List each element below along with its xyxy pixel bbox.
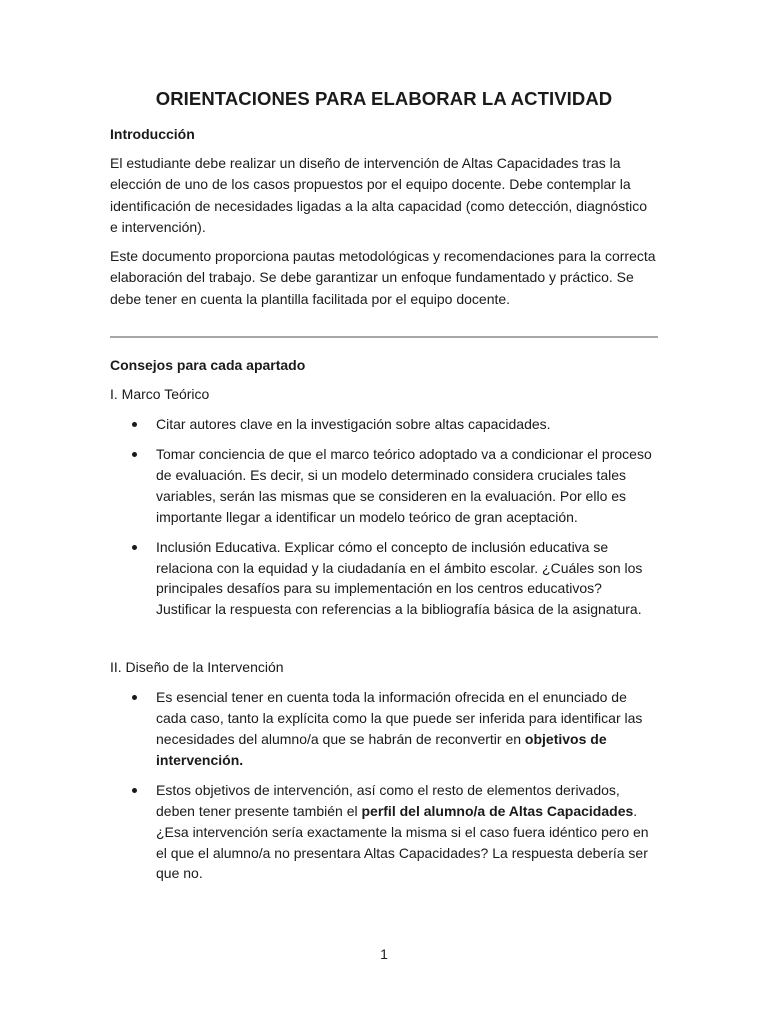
advice-heading: Consejos para cada apartado: [110, 357, 306, 374]
list-item-text: . ¿Esa intervención sería exactamente la misma si el caso fuera idéntico pero en el que el alumno/a no presentara Altas Capacidades? La respuesta debería ser que no.: [156, 802, 649, 882]
list-item: [110, 537, 658, 621]
list-item: [110, 687, 658, 771]
page-number: 1: [380, 946, 388, 962]
list-item-text: Estos objetivos de intervención, así como el resto de elementos derivados, deben tener presente también el: [156, 781, 620, 819]
diseno-intervencion-subheading: II. Diseño de la Intervención: [110, 659, 284, 676]
marco-teorico-subheading: I. Marco Teórico: [110, 386, 210, 403]
section-divider: [110, 336, 658, 338]
diseno-intervencion-list: [110, 687, 658, 884]
bullet-icon: [132, 422, 137, 427]
list-item-text: Citar autores clave en la investigación sobre altas capacidades.: [156, 416, 551, 433]
bullet-icon: [132, 695, 137, 700]
bullet-icon: [132, 452, 137, 457]
list-item-bold-text: perfil del alumno/a de Altas Capacidades: [361, 802, 634, 819]
bullet-icon: [132, 788, 137, 793]
list-item: [110, 444, 658, 528]
list-item-text: Es esencial tener en cuenta toda la información ofrecida en el enunciado de cada caso, tanto la explícita como la que puede ser inferida para identificar las necesidades del alumno/a que se habrán de reconvertir en: [156, 689, 643, 748]
marco-teorico-list: [110, 414, 658, 620]
bullet-icon: [132, 545, 137, 550]
intro-paragraph-2: Este documento proporciona pautas metodológicas y recomendaciones para la correcta elaboración del trabajo. Se debe garantizar un enfoque fundamentado y práctico. Se debe tener en cuenta la plantilla facilitada por el equipo docente.: [110, 248, 656, 307]
list-item-bold-text: objetivos de intervención.: [156, 731, 607, 768]
list-item: [110, 414, 658, 435]
document-title: ORIENTACIONES PARA ELABORAR LA ACTIVIDAD: [155, 88, 613, 109]
list-item: [110, 780, 658, 885]
intro-paragraph-1: El estudiante debe realizar un diseño de intervención de Altas Capacidades tras la elección de uno de los casos propuestos por el equipo docente. Debe contemplar la identificación de necesidades ligadas a la alta capacidad (como detección, diagnóstico e intervención).: [110, 155, 648, 235]
document-page: [110, 86, 658, 893]
list-item-text: Tomar conciencia de que el marco teórico adoptado va a condicionar el proceso de evaluación. Es decir, si un modelo determinado considera cruciales tales variables, serán las mismas que se consideren en la evaluación. Por ello es importante llegar a identificar un modelo teórico de gran aceptación.: [156, 445, 652, 525]
section-gap: [110, 629, 658, 657]
intro-heading: Introducción: [110, 126, 195, 142]
list-item-text: Inclusión Educativa. Explicar cómo el concepto de inclusión educativa se relaciona con la equidad y la ciudadanía en el ámbito escolar. ¿Cuáles son los principales desafíos para su implementación en los centros educativos? Justificar la respuesta con referencias a la bibliografía básica de la asignatura.: [156, 538, 643, 618]
